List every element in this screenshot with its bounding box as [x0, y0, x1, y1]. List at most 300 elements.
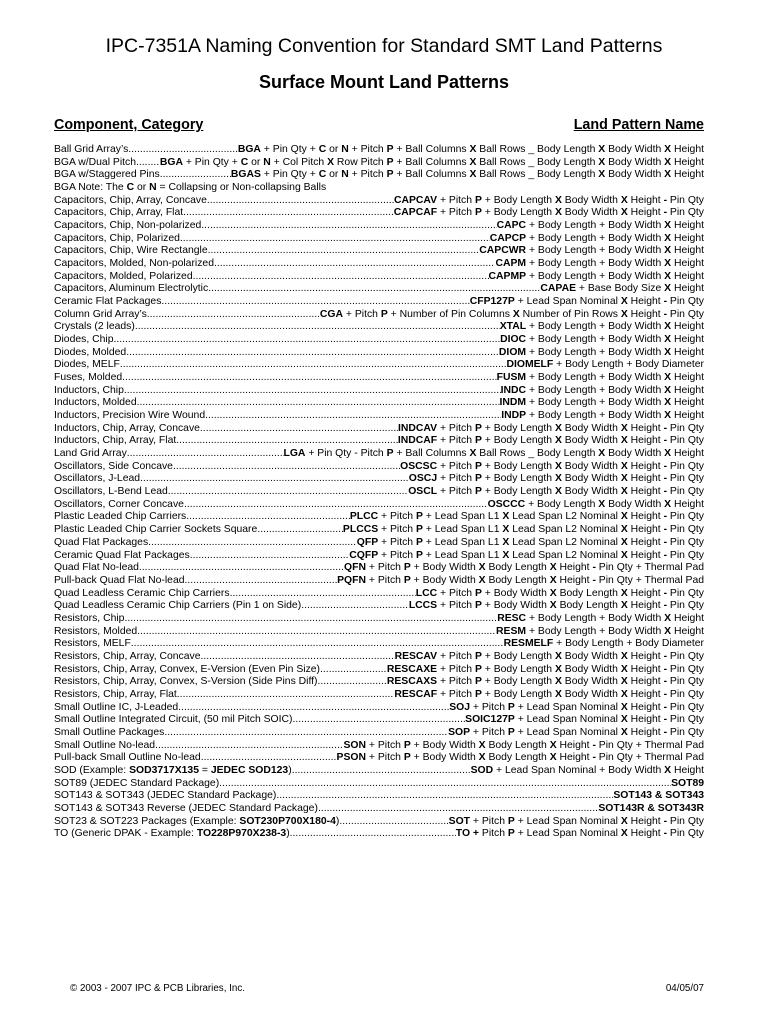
right-text-run: + Body Length + Body Width: [526, 232, 665, 244]
right-text-run: + Body Length + Body Width: [526, 258, 665, 270]
right-text-run: + Lead Span Nominal: [514, 714, 621, 726]
right-text-run: SOP: [448, 726, 471, 738]
table-row: [54, 499, 704, 512]
dot-leader: [139, 562, 344, 575]
right-text-run: + Lead Span L1: [422, 549, 503, 561]
component-category: [54, 207, 183, 220]
right-text-run: PQFN: [337, 574, 366, 586]
land-pattern-name: [449, 702, 704, 715]
right-text-run: P: [403, 739, 411, 751]
dot-leader: [178, 702, 449, 715]
right-text-run: Height: [671, 625, 704, 637]
right-text-run: X: [598, 448, 606, 460]
right-text-run: CAPM: [495, 258, 527, 270]
right-text-run: Body Width: [561, 688, 621, 700]
dot-leader: [201, 752, 337, 765]
left-text-run: Resistors, Molded: [54, 625, 138, 637]
right-text-run: Height: [627, 486, 664, 498]
right-text-run: X: [554, 207, 562, 219]
component-category: [54, 651, 200, 664]
dot-leader: [208, 283, 540, 296]
right-text-run: + Body Width: [410, 739, 479, 751]
right-text-run: Height: [556, 752, 593, 764]
table-row: [54, 651, 704, 664]
land-pattern-name: [500, 334, 704, 347]
right-text-run: Pin Qty: [667, 308, 704, 320]
left-text-run: JEDEC SOD123: [210, 764, 289, 776]
right-text-run: -: [663, 296, 668, 308]
right-text-run: X: [620, 486, 628, 498]
right-text-run: -: [663, 549, 668, 561]
right-text-run: INDP: [501, 410, 527, 422]
component-category: [54, 702, 178, 715]
component-category: [54, 613, 124, 626]
dot-leader: [160, 169, 231, 182]
right-text-run: + Pitch: [365, 752, 404, 764]
right-text-run: + Lead Span Nominal: [514, 828, 621, 840]
right-text-run: X: [620, 296, 628, 308]
table-row: [54, 524, 704, 537]
right-text-run: P: [507, 828, 515, 840]
component-category: [54, 283, 208, 296]
component-category: [54, 537, 148, 550]
right-text-run: P: [474, 207, 482, 219]
component-category: [54, 258, 214, 271]
page-title: IPC-7351A Naming Convention for Standard SMT Land Patterns: [105, 35, 663, 57]
right-text-run: FUSM: [496, 372, 527, 384]
right-text-run: SOIC127P: [465, 714, 515, 726]
right-text-run: X: [664, 321, 672, 333]
component-category: [54, 550, 190, 563]
right-text-run: X: [664, 372, 672, 384]
right-text-run: LGA: [283, 448, 306, 460]
right-text-run: Height: [627, 460, 664, 472]
right-text-run: + Pitch: [348, 169, 387, 181]
component-category: [54, 790, 276, 803]
left-text-run: Resistors, Chip: [54, 612, 125, 624]
dot-leader: [124, 385, 501, 398]
right-text-run: -: [663, 524, 668, 536]
right-text-run: P: [474, 676, 482, 688]
right-text-run: X: [620, 524, 628, 536]
right-text-run: Body Length: [485, 752, 550, 764]
right-text-run: Pin Qty + Thermal Pad: [595, 739, 704, 751]
dot-leader: [155, 740, 343, 753]
table-row: [54, 283, 704, 296]
right-text-run: CGA: [319, 308, 343, 320]
left-text-run: Ceramic Flat Packages: [54, 296, 162, 308]
right-text-run: CAPC: [496, 220, 527, 232]
right-text-run: X: [664, 346, 672, 358]
right-text-run: -: [663, 308, 668, 320]
land-pattern-name: [337, 575, 704, 588]
table-row: [54, 803, 704, 816]
right-text-run: + Ball Columns: [393, 156, 470, 168]
land-pattern-name: [349, 550, 704, 563]
left-text-run: N: [149, 182, 157, 194]
right-text-run: + Pitch: [365, 739, 404, 751]
land-pattern-name: [465, 714, 704, 727]
right-text-run: X: [620, 473, 628, 485]
right-text-run: + Body Width: [481, 600, 550, 612]
right-text-run: Body Width: [561, 663, 621, 675]
dot-leader: [292, 765, 471, 778]
right-text-run: Height: [627, 828, 664, 840]
right-text-run: Pin Qty: [667, 714, 704, 726]
right-text-run: QFP: [356, 536, 379, 548]
column-header-component: Component, Category: [54, 117, 204, 133]
dot-leader: [128, 144, 238, 157]
right-text-run: Height: [556, 574, 593, 586]
left-text-run: Inductors, Molded: [54, 397, 137, 409]
right-text-run: X: [620, 676, 628, 688]
right-text-run: + Pitch: [470, 815, 508, 827]
right-text-run: -: [663, 511, 668, 523]
land-pattern-name: [231, 169, 704, 182]
right-text-run: Height: [671, 220, 704, 232]
right-text-run: -: [663, 486, 668, 498]
right-text-run: X: [620, 308, 628, 320]
right-text-run: Pin Qty: [667, 815, 704, 827]
left-text-run: Quad Leadless Ceramic Chip Carriers (Pin 1 on Side): [54, 600, 302, 612]
right-text-run: -: [663, 676, 668, 688]
right-text-run: Height: [627, 207, 664, 219]
land-pattern-name: [344, 562, 704, 575]
right-text-run: -: [663, 435, 668, 447]
component-category: [54, 423, 200, 436]
component-category: [54, 486, 168, 499]
right-text-run: + Pitch: [437, 486, 475, 498]
right-text-run: Height: [671, 448, 704, 460]
right-text-run: + Lead Span Nominal: [514, 726, 621, 738]
right-text-run: P: [474, 688, 482, 700]
component-category: [54, 765, 292, 778]
right-text-run: + Lead Span Nominal + Body Width: [493, 764, 665, 776]
right-text-run: -: [663, 663, 668, 675]
component-category: [54, 245, 208, 258]
right-text-run: Pin Qty: [667, 587, 704, 599]
table-row: [54, 790, 704, 803]
component-category: [54, 144, 128, 157]
right-text-run: DIOMELF: [506, 359, 554, 371]
dot-leader: [185, 575, 338, 588]
land-pattern-name: [456, 828, 704, 841]
component-category: [54, 689, 177, 702]
land-pattern-name: [398, 423, 704, 436]
right-text-run: or: [326, 169, 342, 181]
right-text-run: Pin Qty: [667, 486, 704, 498]
dot-leader: [173, 461, 400, 474]
right-text-run: + Pin Qty +: [182, 156, 241, 168]
right-text-run: X: [598, 169, 606, 181]
right-text-run: X: [554, 688, 562, 700]
table-row: [54, 664, 704, 677]
table-row: [54, 423, 704, 436]
right-text-run: X: [620, 828, 628, 840]
table-row: [54, 714, 704, 727]
component-category: [54, 334, 114, 347]
dot-leader: [140, 473, 409, 486]
right-text-run: Height: [627, 587, 664, 599]
dot-leader: [147, 309, 320, 322]
right-text-run: BGA: [159, 156, 183, 168]
right-text-run: X: [664, 764, 672, 776]
right-text-run: P: [386, 156, 394, 168]
table-row: [54, 258, 704, 271]
left-text-run: SOT89 (JEDEC Standard Package): [54, 777, 220, 789]
right-text-run: Pin Qty: [667, 549, 704, 561]
right-text-run: X: [620, 587, 628, 599]
right-text-run: C: [318, 144, 327, 155]
right-text-run: P: [474, 600, 482, 612]
right-text-run: Height: [627, 473, 664, 485]
right-text-run: P: [380, 308, 388, 320]
right-text-run: OSCSC: [400, 460, 438, 472]
left-text-run: TO228P970X238-3: [196, 828, 287, 840]
right-text-run: + Pitch: [437, 207, 475, 219]
right-text-run: + Ball Columns: [393, 448, 470, 460]
right-text-run: + Pitch: [437, 650, 475, 662]
right-text-run: P: [474, 194, 482, 206]
dot-leader: [131, 638, 504, 651]
right-text-run: SOT89: [671, 777, 704, 789]
right-text-run: + Pitch: [437, 435, 475, 447]
right-text-run: Number of Pin Rows: [519, 308, 621, 320]
dot-leader: [124, 613, 497, 626]
right-text-run: Pin Qty: [667, 828, 704, 840]
right-text-run: P: [403, 562, 411, 574]
right-text-run: + Pitch: [470, 726, 508, 738]
land-pattern-name: [160, 157, 704, 170]
right-text-run: Height: [671, 334, 704, 346]
right-text-run: X: [620, 815, 628, 827]
dot-leader: [168, 486, 408, 499]
right-text-run: + Pitch: [437, 422, 475, 434]
right-text-run: X: [620, 726, 628, 738]
right-text-run: Body Length: [485, 739, 550, 751]
right-text-run: Pin Qty: [667, 473, 704, 485]
right-text-run: X: [664, 498, 672, 510]
land-pattern-name: [449, 816, 704, 829]
right-text-run: Height: [627, 435, 664, 447]
land-pattern-name: [337, 752, 704, 765]
left-text-run: ): [335, 815, 340, 827]
right-text-run: Pin Qty: [667, 676, 704, 688]
land-pattern-name: [501, 385, 704, 398]
table-row: [54, 372, 704, 385]
left-text-run: TO (Generic DPAK - Example:: [54, 828, 197, 840]
right-text-run: CAPCAV: [393, 194, 438, 206]
land-pattern-name: [394, 689, 704, 702]
component-category: [54, 638, 131, 651]
right-text-run: Body Width: [561, 460, 621, 472]
land-pattern-name: [497, 372, 704, 385]
right-text-run: Height: [671, 498, 704, 510]
land-pattern-name: [395, 651, 704, 664]
right-text-run: X: [502, 511, 510, 523]
land-pattern-name: [471, 765, 704, 778]
table-row: [54, 461, 704, 474]
component-category: [54, 397, 137, 410]
land-pattern-name: [495, 258, 704, 271]
right-text-run: + Body Length: [481, 194, 555, 206]
left-text-run: Resistors, Chip, Array, Convex, E-Version (Even Pin Size): [54, 663, 321, 675]
component-category: [54, 575, 185, 588]
right-text-run: P: [474, 663, 482, 675]
left-text-run: ): [286, 828, 290, 840]
right-text-run: + Ball Columns: [393, 144, 470, 155]
dot-leader: [180, 233, 490, 246]
right-text-run: Body Length: [485, 562, 550, 574]
component-category: [54, 309, 147, 322]
right-text-run: CAPCWR: [479, 245, 527, 257]
table-row: [54, 588, 704, 601]
right-text-run: X: [549, 752, 557, 764]
right-text-run: Row Pitch: [334, 156, 387, 168]
right-text-run: -: [663, 815, 668, 827]
right-text-run: CFP127P: [469, 296, 515, 308]
component-category: [54, 499, 184, 512]
right-text-run: Height: [627, 663, 664, 675]
right-text-run: BGA: [237, 144, 261, 155]
right-text-run: PSON: [336, 752, 366, 764]
right-text-run: X: [512, 308, 520, 320]
right-text-run: X: [598, 156, 606, 168]
component-category: [54, 562, 139, 575]
right-text-run: Body Width: [561, 435, 621, 447]
left-text-run: SOD3717X135: [129, 764, 199, 776]
right-text-run: -: [663, 688, 668, 700]
land-pattern-name: [540, 283, 704, 296]
left-text-run: Diodes, Chip: [54, 334, 114, 346]
table-row: [54, 676, 704, 689]
right-text-run: P: [474, 587, 482, 599]
right-text-run: + Body Length + Body Width: [526, 397, 665, 409]
right-text-run: Height: [627, 511, 664, 523]
right-text-run: CAPMP: [488, 270, 527, 282]
land-pattern-name: [671, 778, 704, 791]
left-text-run: Pull-back Quad Flat No-lead: [54, 574, 185, 586]
left-text-run: Inductors, Precision Wire Wound: [54, 410, 206, 422]
land-pattern-name: [408, 486, 704, 499]
left-text-run: Oscillators, Side Concave: [54, 460, 173, 472]
dot-leader: [276, 790, 613, 803]
right-text-run: DIOM: [498, 346, 527, 358]
right-text-run: X: [620, 663, 628, 675]
right-text-run: X: [554, 473, 562, 485]
land-pattern-name: [598, 803, 704, 816]
right-text-run: X: [554, 460, 562, 472]
right-text-run: SOT: [448, 815, 471, 827]
table-row: [54, 271, 704, 284]
right-text-run: + Body Length: [481, 460, 555, 472]
right-text-run: Pin Qty: [667, 207, 704, 219]
right-text-run: + Col Pitch: [270, 156, 328, 168]
right-text-run: Pin Qty: [667, 511, 704, 523]
right-text-run: Pin Qty: [667, 600, 704, 612]
table-row: [54, 828, 704, 841]
dot-leader: [290, 828, 456, 841]
land-pattern-name: [501, 410, 704, 423]
component-category: [54, 169, 160, 182]
right-text-run: + Pitch: [365, 562, 404, 574]
right-text-run: Height: [671, 232, 704, 244]
table-row: [54, 397, 704, 410]
right-text-run: P: [403, 574, 411, 586]
land-pattern-name: [470, 296, 704, 309]
left-text-run: Small Outline IC, J-Leaded: [54, 701, 179, 713]
right-text-run: + Body Length: [481, 435, 555, 447]
right-text-run: X: [469, 169, 477, 181]
component-category: [54, 372, 122, 385]
right-text-run: P: [507, 815, 515, 827]
right-text-run: + Body Width: [410, 562, 479, 574]
land-pattern-name: [409, 473, 704, 486]
table-row: [54, 169, 704, 182]
right-text-run: N: [263, 156, 271, 168]
right-text-run: X: [664, 169, 672, 181]
right-text-run: + Pitch: [437, 194, 475, 206]
component-category: [54, 347, 126, 360]
right-text-run: P: [474, 486, 482, 498]
right-text-run: + Body Width: [481, 587, 550, 599]
right-text-run: X: [549, 562, 557, 574]
right-text-run: RESCAV: [394, 650, 438, 662]
table-row: [54, 816, 704, 829]
right-text-run: Body Width: [561, 473, 621, 485]
right-text-run: X: [620, 549, 628, 561]
land-pattern-name: [394, 195, 704, 208]
right-text-run: P: [386, 169, 394, 181]
right-text-run: + Body Length: [481, 688, 555, 700]
left-text-run: Oscillators, J-Lead: [54, 473, 141, 485]
dot-leader: [193, 271, 489, 284]
right-text-run: Pin Qty + Thermal Pad: [595, 752, 704, 764]
right-text-run: Height: [627, 688, 664, 700]
right-text-run: + Body Length + Body Diameter: [553, 359, 704, 371]
table-row: [54, 740, 704, 753]
right-text-run: LCCS: [408, 600, 438, 612]
table-row: [54, 511, 704, 524]
right-text-run: + Body Length + Body Width: [526, 612, 665, 624]
right-text-run: + Pitch: [437, 587, 475, 599]
right-text-run: P: [415, 549, 423, 561]
right-text-run: X: [554, 435, 562, 447]
right-text-run: -: [663, 207, 668, 219]
right-text-run: RESMELF: [503, 638, 554, 650]
right-text-run: X: [478, 562, 486, 574]
table-row: [54, 309, 704, 322]
right-text-run: Pin Qty: [667, 536, 704, 548]
right-text-run: PLCC: [349, 511, 379, 523]
right-text-run: -: [592, 739, 596, 751]
right-text-run: INDC: [500, 384, 527, 396]
land-pattern-name: [479, 245, 704, 258]
table-row: [54, 347, 704, 360]
dot-leader: [137, 397, 500, 410]
right-text-run: -: [592, 562, 596, 574]
left-text-run: Column Grid Array’s: [54, 308, 147, 320]
dot-leader: [201, 220, 496, 233]
right-text-run: Height: [627, 308, 664, 320]
right-text-run: Pin Qty: [667, 296, 704, 308]
right-text-run: PLCCS: [342, 524, 379, 536]
right-text-run: + Pitch: [437, 663, 475, 675]
right-text-run: X: [664, 384, 672, 396]
left-text-run: Oscillators, L-Bend Lead: [54, 486, 168, 498]
right-text-run: + Pitch: [470, 701, 508, 713]
dot-leader: [318, 676, 387, 689]
